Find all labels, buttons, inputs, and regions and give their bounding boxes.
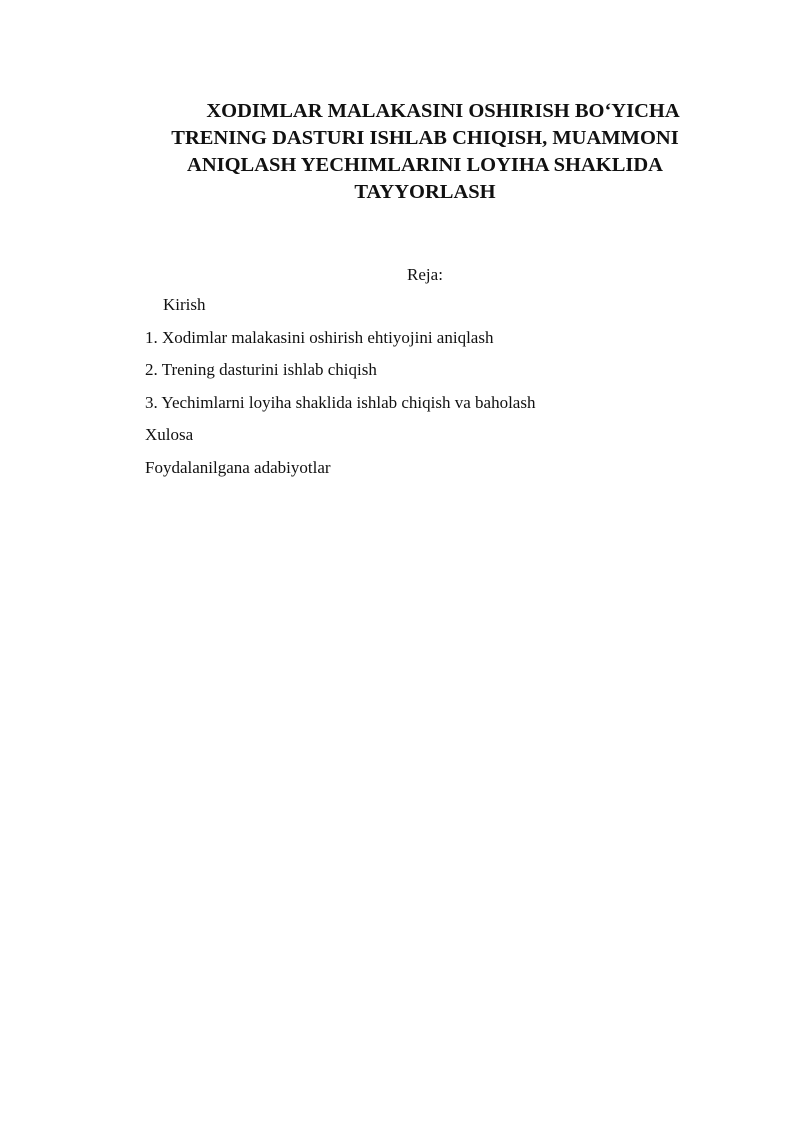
plan-item-1: 1. Xodimlar malakasini oshirish ehtiyojini aniqlash <box>145 327 494 347</box>
document-title: XODIMLAR MALAKASINI OSHIRISH BO‘YICHA TRENING DASTURI ISHLAB CHIQISH, MUAMMONI ANIQLASH YECHIMLARINI LOYIHA SHAKLIDA TAYYORLASH <box>171 100 680 203</box>
plan-heading: Reja: <box>407 265 443 284</box>
plan-item-references: Foydalanilgana adabiyotlar <box>145 457 331 477</box>
plan-list <box>145 293 705 489</box>
plan-item-2: 2. Trening dasturini ishlab chiqish <box>145 360 377 380</box>
plan-item-3: 3. Yechimlarni loyiha shaklida ishlab chiqish va baholash <box>145 392 536 412</box>
plan-item-introduction: Kirish <box>163 295 206 314</box>
plan-item-conclusion: Xulosa <box>145 425 194 445</box>
